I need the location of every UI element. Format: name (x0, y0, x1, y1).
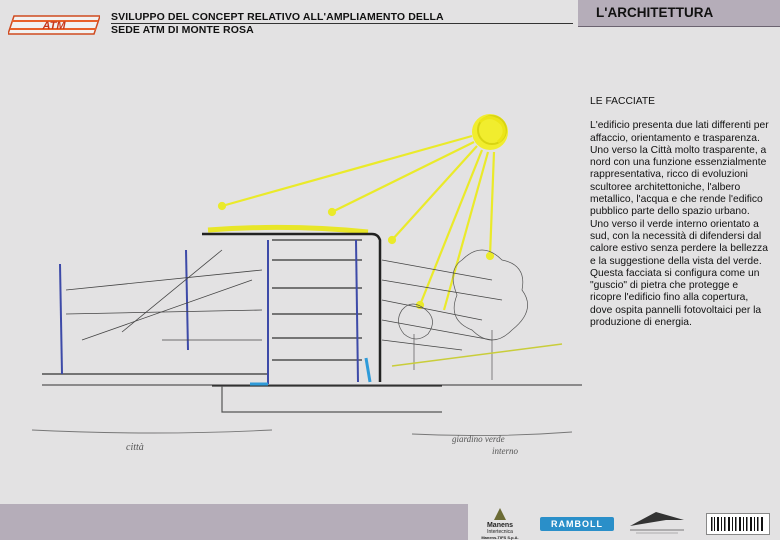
paragraph-2: Uno verso il verde interno orientato a sud, con la necessità di difendersi dal calore estivo senza perdere la bellezza e la suggestione della vista del verde. (590, 218, 769, 267)
partner1-sub: Intertecnica (487, 529, 513, 535)
manens-mark-icon (493, 507, 507, 521)
header-underline (111, 23, 573, 24)
title-line-1: SVILUPPO DEL CONCEPT RELATIVO ALL'AMPLIAMENTO DELLA (111, 11, 444, 23)
section-heading: LE FACCIATE (590, 96, 656, 107)
svg-text:ATM: ATM (42, 20, 66, 32)
label-garden: giardino verde (452, 434, 505, 444)
text-panel (590, 96, 770, 329)
partner1-name: Manens (486, 522, 514, 529)
label-city: città (126, 442, 144, 453)
section-tab: L'ARCHITETTURA (578, 0, 780, 26)
section-tab-divider (578, 26, 780, 27)
paragraph-3: Questa facciata si configura come un "guscio" di pietra che protegge e ricopre l'edificio fino alla copertura, dove ospita pannelli fotovoltaici per la produzione di energia. (590, 267, 762, 329)
partner1-sub2: Manens-TIFS S.p.A. (481, 535, 519, 540)
pv-roof (208, 227, 368, 232)
title-line-2: SEDE ATM DI MONTE ROSA (111, 24, 254, 36)
atm-logo (8, 14, 100, 36)
building (42, 234, 582, 412)
trees (392, 250, 562, 380)
section-sketch (22, 100, 582, 470)
label-interior: interno (492, 446, 518, 456)
architect-logo (626, 508, 688, 538)
paragraph-1: L'edificio presenta due lati differenti per affaccio, orientamento e trasparenza. Uno verso la Città molto trasparente, a nord con una funzione essenzialmente rappresentativa, ricco di evoluzioni scultoree architettoniche, l'albero metallico, l'acqua e che rende l'edifico pubblico parte dello spazio urbano. (590, 120, 769, 218)
structure-blue (60, 240, 358, 384)
manens-logo (474, 505, 526, 539)
barcode-icon (706, 513, 770, 535)
ramboll-logo: RAMBOLL (540, 517, 614, 531)
footer-band (0, 504, 468, 540)
sun-icon (472, 114, 508, 150)
page-title (111, 11, 444, 37)
